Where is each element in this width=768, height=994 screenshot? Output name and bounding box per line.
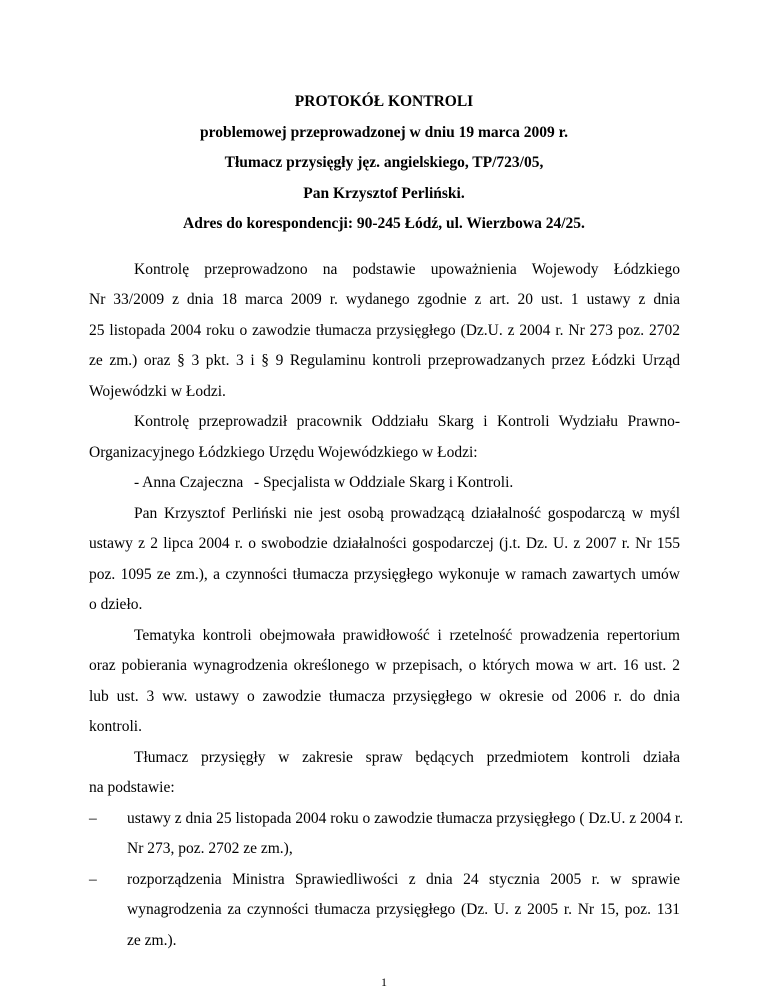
text-line: oraz pobierania wynagrodzenia określonego w przepisach, o których mowa w art. 16 ust. 2 xyxy=(89,657,680,674)
inspector-role: - Specjalista w Oddziale Skarg i Kontroli. xyxy=(254,474,514,491)
list-item-line: Nr 273, poz. 2702 ze zm.), xyxy=(127,840,293,857)
text-line: lub ust. 3 ww. ustawy o zawodzie tłumacza przysięgłego w okresie od 2006 r. do dnia xyxy=(89,688,680,705)
text-line: 25 listopada 2004 roku o zawodzie tłumacza przysięgłego (Dz.U. z 2004 r. Nr 273 poz. 2702 xyxy=(89,322,680,339)
subtitle-name: Pan Krzysztof Perliński. xyxy=(303,185,465,202)
inspector-name: - Anna Czajeczna xyxy=(134,474,244,491)
list-item-line: ustawy z dnia 25 listopada 2004 roku o zawodzie tłumacza przysięgłego ( Dz.U. z 2004 r. xyxy=(127,810,684,827)
list-item-line: rozporządzenia Ministra Sprawiedliwości z dnia 24 stycznia 2005 r. w sprawie xyxy=(127,871,680,888)
text-line: Pan Krzysztof Perliński nie jest osobą prowadzącą działalność gospodarczą w myśl xyxy=(134,505,680,522)
subtitle-translator: Tłumacz przysięgły jęz. angielskiego, TP/723/05, xyxy=(224,154,544,171)
text-line: Organizacyjnego Łódzkiego Urzędu Wojewódzkiego w Łodzi: xyxy=(89,444,478,461)
document-title: PROTOKÓŁ KONTROLI xyxy=(294,93,474,110)
text-line: Tłumacz przysięgły w zakresie spraw będących przedmiotem kontroli działa xyxy=(134,749,680,766)
list-item-line: ze zm.). xyxy=(127,932,177,949)
text-line: Kontrolę przeprowadzono na podstawie upoważnienia Wojewody Łódzkiego xyxy=(134,261,680,278)
subtitle-address: Adres do korespondencji: 90-245 Łódź, ul. Wierzbowa 24/25. xyxy=(183,215,585,232)
text-line: kontroli. xyxy=(89,718,142,735)
subtitle-date: problemowej przeprowadzonej w dniu 19 marca 2009 r. xyxy=(200,124,568,141)
list-dash: – xyxy=(89,810,97,827)
list-item-line: wynagrodzenia za czynności tłumacza przysięgłego (Dz. U. z 2005 r. Nr 15, poz. 131 xyxy=(127,901,680,918)
page-number: 1 xyxy=(381,975,387,989)
text-line: na podstawie: xyxy=(89,779,175,796)
list-dash: – xyxy=(89,871,97,888)
text-line: Tematyka kontroli obejmowała prawidłowość i rzetelność prowadzenia repertorium xyxy=(134,627,680,644)
text-line: Nr 33/2009 z dnia 18 marca 2009 r. wydanego zgodnie z art. 20 ust. 1 ustawy z dnia xyxy=(89,291,680,308)
text-line: ze zm.) oraz § 3 pkt. 3 i § 9 Regulaminu kontroli przeprowadzanych przez Łódzki Urząd xyxy=(89,352,680,369)
text-line: Wojewódzki w Łodzi. xyxy=(89,383,226,400)
text-line: o dzieło. xyxy=(89,596,143,613)
text-line: Kontrolę przeprowadził pracownik Oddziału Skarg i Kontroli Wydziału Prawno- xyxy=(134,413,680,430)
text-line: ustawy z 2 lipca 2004 r. o swobodzie działalności gospodarczej (j.t. Dz. U. z 2007 r. Nr 155 xyxy=(89,535,680,552)
text-line: poz. 1095 ze zm.), a czynności tłumacza przysięgłego wykonuje w ramach zawartych umów xyxy=(89,566,680,583)
